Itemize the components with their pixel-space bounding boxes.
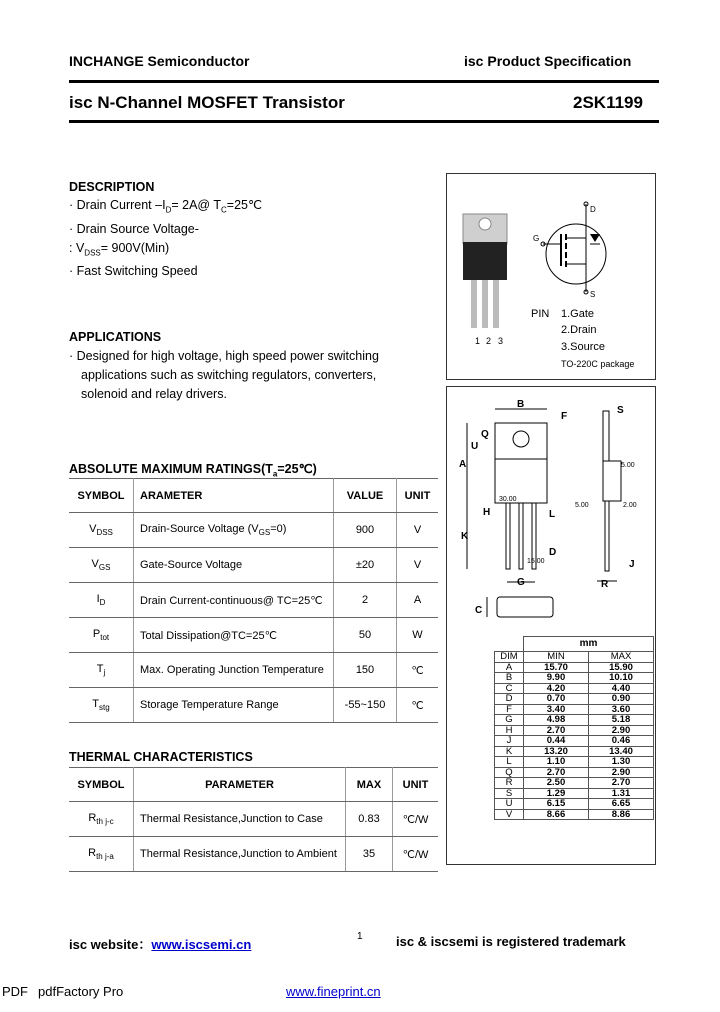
value-cell: ±20	[334, 548, 397, 583]
dim-col: MAX	[589, 652, 654, 663]
parameter-cell: Drain-Source Voltage $(V_{GS}=0)$	[134, 513, 334, 548]
col-max: MAX	[346, 768, 393, 802]
parameter-cell: Storage Temperature Range	[134, 688, 334, 723]
unit-cell: ℃/W	[393, 802, 439, 837]
value-cell: 0.83	[346, 802, 393, 837]
label-s: S	[617, 405, 624, 416]
dim-min: 8.66	[524, 809, 589, 820]
dimension-table	[494, 636, 654, 820]
dim-note: 30.00	[499, 496, 517, 503]
table-row	[495, 736, 654, 747]
applications-line: applications such as switching regulators, converters,	[81, 368, 377, 382]
unit-cell: V	[397, 513, 439, 548]
applications-heading: APPLICATIONS	[69, 330, 162, 344]
col-unit: UNIT	[393, 768, 439, 802]
description-switching: · Fast Switching Speed	[69, 264, 198, 278]
label-f: F	[561, 411, 568, 422]
pin-number: 3	[498, 336, 504, 346]
description-drain-current: · Drain Current $-I_D=$ 2A@ $T_C=25℃$	[69, 198, 263, 215]
table-row	[495, 725, 654, 736]
dim-key: V	[495, 809, 524, 820]
dim-key: A	[495, 662, 524, 673]
symbol-body-diode	[590, 234, 600, 242]
dim-key: R	[495, 778, 524, 789]
dim-key: B	[495, 673, 524, 684]
dim-max: 0.90	[589, 694, 654, 705]
description-vdss: : $V_{DSS}= 900V(Min)$	[69, 240, 170, 257]
website-line	[69, 934, 251, 953]
dim-max: 4.40	[589, 683, 654, 694]
parameter-cell: Thermal Resistance,Junction to Case	[134, 802, 346, 837]
dim-max: 0.46	[589, 736, 654, 747]
mounting-hole	[513, 431, 529, 447]
table-row	[69, 583, 438, 618]
table-row	[495, 704, 654, 715]
header-rule	[69, 80, 659, 83]
col-parameter: PARAMETER	[134, 768, 346, 802]
parameter-cell: Gate-Source Voltage	[134, 548, 334, 583]
applications-line: · Designed for high voltage, high speed power switching	[69, 349, 379, 363]
side-lead	[605, 501, 609, 571]
value-cell: 150	[334, 653, 397, 688]
value-cell: 2	[334, 583, 397, 618]
pin-source: 3.Source	[561, 341, 606, 353]
table-row	[495, 757, 654, 768]
package-hole	[479, 218, 491, 230]
symbol-cell: $T_j$	[69, 653, 134, 688]
dim-max: 1.31	[589, 788, 654, 799]
table-row	[69, 653, 438, 688]
dim-key: U	[495, 799, 524, 810]
col-symbol: SYMBOL	[69, 479, 134, 513]
table-row	[495, 799, 654, 810]
package-body	[463, 242, 507, 280]
title-rule	[69, 120, 659, 123]
parameter-cell: Drain Current-continuous@ TC=25℃	[134, 583, 334, 618]
dim-key: S	[495, 788, 524, 799]
dim-key: H	[495, 725, 524, 736]
dim-max: 3.60	[589, 704, 654, 715]
dim-max: 10.10	[589, 673, 654, 684]
pin-gate: 1.Gate	[561, 308, 595, 320]
table-row	[495, 715, 654, 726]
dim-min: 2.70	[524, 725, 589, 736]
dim-min: 2.70	[524, 767, 589, 778]
lead-outline	[519, 503, 523, 569]
page-number: 1	[357, 931, 363, 942]
product-spec-label: isc Product Specification	[464, 53, 632, 69]
symbol-cell: $T_{stg}$	[69, 688, 134, 723]
dim-min: 9.90	[524, 673, 589, 684]
table-row	[69, 802, 438, 837]
value-cell: 35	[346, 837, 393, 872]
dim-corner	[495, 637, 524, 652]
dim-note: 5.00	[575, 502, 589, 509]
abs-max-heading: ABSOLUTE MAXIMUM $RATINGS(T_a=25℃)$	[69, 462, 317, 479]
end-view	[497, 597, 553, 617]
table-row	[69, 513, 438, 548]
symbol-cell: $R_{th j-c}$	[69, 802, 134, 837]
table-row	[495, 683, 654, 694]
dim-min: 1.29	[524, 788, 589, 799]
col-unit: UNIT	[397, 479, 439, 513]
table-row	[69, 618, 438, 653]
package-lead	[482, 280, 488, 328]
dim-key: C	[495, 683, 524, 694]
label-l: L	[549, 509, 556, 520]
table-row	[495, 694, 654, 705]
dim-max: 2.90	[589, 767, 654, 778]
col-parameter: ARAMETER	[134, 479, 334, 513]
table-header-row	[69, 479, 438, 513]
dim-min: 6.15	[524, 799, 589, 810]
dim-key: J	[495, 736, 524, 747]
symbol-cell: $I_D$	[69, 583, 134, 618]
dim-min: 13.20	[524, 746, 589, 757]
table-header-row	[69, 768, 438, 802]
symbol-cell: $R_{th j-a}$	[69, 837, 134, 872]
pin-number: 1	[475, 336, 481, 346]
dim-max: 5.18	[589, 715, 654, 726]
package-box	[446, 173, 656, 380]
dim-max: 2.90	[589, 725, 654, 736]
tab-outline	[495, 423, 547, 459]
applications-line: solenoid and relay drivers.	[81, 387, 227, 401]
side-tab	[603, 411, 609, 461]
trademark-note: isc & iscsemi is registered trademark	[396, 934, 626, 949]
table-row	[495, 778, 654, 789]
dim-min: 0.44	[524, 736, 589, 747]
dim-min: 4.20	[524, 683, 589, 694]
dim-note: 15.00	[527, 558, 545, 565]
pin-number: 2	[486, 336, 492, 346]
label-h: H	[483, 507, 491, 518]
col-symbol: SYMBOL	[69, 768, 134, 802]
symbol-cell: $V_{GS}$	[69, 548, 134, 583]
dim-key: L	[495, 757, 524, 768]
dim-max: 13.40	[589, 746, 654, 757]
thermal-table	[69, 767, 438, 872]
part-number: 2SK1199	[573, 93, 643, 112]
unit-cell: ℃	[397, 653, 439, 688]
dim-header-row	[495, 652, 654, 663]
dim-key: G	[495, 715, 524, 726]
package-photo-and-symbol	[447, 174, 655, 379]
symbol-cell: $P_{tot}$	[69, 618, 134, 653]
label-d: D	[549, 547, 557, 558]
thermal-heading: THERMAL CHARACTERISTICS	[69, 750, 253, 764]
gate-label: G	[533, 234, 540, 243]
unit-cell: A	[397, 583, 439, 618]
dim-key: F	[495, 704, 524, 715]
pin-heading: PIN	[531, 308, 550, 320]
dim-max: 8.86	[589, 809, 654, 820]
package-lead	[493, 280, 499, 328]
package-lead	[471, 280, 477, 328]
dim-unit-row	[495, 637, 654, 652]
parameter-cell: Total Dissipation@TC=25℃	[134, 618, 334, 653]
pdf-label: PDF	[2, 984, 28, 999]
dim-min: 4.98	[524, 715, 589, 726]
dim-note: 2.00	[623, 502, 637, 509]
dim-max: 6.65	[589, 799, 654, 810]
col-value: VALUE	[334, 479, 397, 513]
dim-key: K	[495, 746, 524, 757]
dim-min: 15.70	[524, 662, 589, 673]
unit-cell: W	[397, 618, 439, 653]
fineprint-link[interactable]: www.fineprint.cn	[286, 984, 381, 999]
dim-min: 0.70	[524, 694, 589, 705]
dim-note: 5.00	[621, 462, 635, 469]
package-name: TO-220C package	[561, 359, 635, 369]
mechanical-drawing	[447, 387, 655, 637]
label-g: G	[517, 577, 525, 588]
source-label: S	[590, 290, 596, 299]
label-j: J	[629, 559, 635, 570]
table-row	[69, 688, 438, 723]
document-title: isc N-Channel MOSFET Transistor	[69, 93, 345, 112]
dim-key: D	[495, 694, 524, 705]
unit-cell: ℃/W	[393, 837, 439, 872]
parameter-cell: Thermal Resistance,Junction to Ambient	[134, 837, 346, 872]
dim-min: 2.50	[524, 778, 589, 789]
website-label: isc website：	[69, 937, 152, 952]
dim-min: 3.40	[524, 704, 589, 715]
label-r: R	[601, 579, 609, 590]
pin-drain: 2.Drain	[561, 324, 597, 336]
dim-max: 1.30	[589, 757, 654, 768]
description-list	[69, 196, 262, 281]
applications-list	[69, 347, 379, 404]
drain-label: D	[590, 205, 596, 214]
description-voltage: · Drain Source Voltage-	[69, 221, 199, 236]
label-u: U	[471, 441, 479, 452]
symbol-cell: $V_{DSS}$	[69, 513, 134, 548]
dim-key: Q	[495, 767, 524, 778]
table-row	[495, 809, 654, 820]
dim-col: MIN	[524, 652, 589, 663]
label-b: B	[517, 399, 525, 410]
lead-outline	[506, 503, 510, 569]
label-a: A	[459, 459, 467, 470]
label-k: K	[461, 531, 469, 542]
dim-unit: mm	[524, 637, 654, 652]
dim-max: 15.90	[589, 662, 654, 673]
table-row	[495, 662, 654, 673]
value-cell: 50	[334, 618, 397, 653]
pdf-factory-label: pdfFactory Pro	[38, 984, 124, 999]
table-row	[69, 837, 438, 872]
parameter-cell: Max. Operating Junction Temperature	[134, 653, 334, 688]
description-heading: DESCRIPTION	[69, 180, 155, 194]
value-cell: -55~150	[334, 688, 397, 723]
company-name: INCHANGE Semiconductor	[69, 53, 250, 69]
mosfet-symbol-circle	[546, 224, 606, 284]
table-row	[495, 767, 654, 778]
abs-max-table	[69, 478, 438, 723]
table-row	[495, 788, 654, 799]
dim-col: DIM	[495, 652, 524, 663]
unit-cell: ℃	[397, 688, 439, 723]
website-link[interactable]: www.iscsemi.cn	[151, 937, 252, 952]
unit-cell: V	[397, 548, 439, 583]
label-c: C	[475, 605, 483, 616]
label-q: Q	[481, 429, 489, 440]
value-cell: 900	[334, 513, 397, 548]
table-row	[495, 746, 654, 757]
side-body	[603, 461, 621, 501]
table-row	[495, 673, 654, 684]
table-row	[69, 548, 438, 583]
dim-max: 2.70	[589, 778, 654, 789]
dim-min: 1.10	[524, 757, 589, 768]
